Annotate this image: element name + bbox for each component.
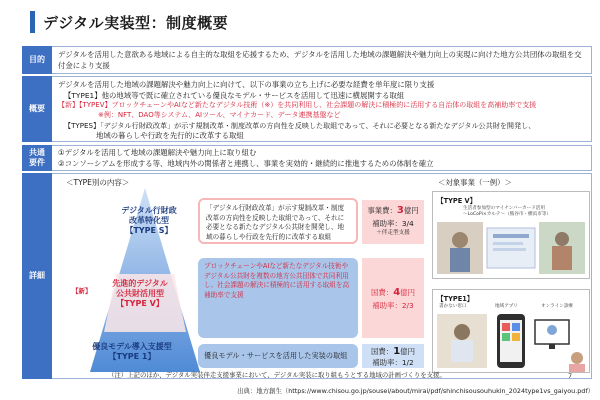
type-s-description: 「デジタル行財政改革」が示す規制改革・制度改革の方向性を反映した取組であって、それに必要となる新たなデジタル公共財を開発し、地域の暮らしや行政を先行的に改革する取組 xyxy=(198,198,358,244)
overview-line-6: 地域の暮らしや行政を先行的に改革する取組 xyxy=(96,130,244,140)
row-label-overview: 概要 xyxy=(22,76,52,142)
type-s-rate: 補助率：3/4 xyxy=(372,219,414,228)
example-v-photo-group xyxy=(437,222,587,276)
app-grid-1 xyxy=(502,323,510,331)
page-number: 7 xyxy=(568,372,573,380)
row-label-detail: 詳細 xyxy=(22,173,52,379)
slide xyxy=(8,4,592,382)
person-icon xyxy=(452,232,468,248)
patient-icon xyxy=(571,352,583,364)
common-text xyxy=(52,145,592,171)
type-1-rate: 補助率：1/2 xyxy=(372,357,414,367)
row-overview xyxy=(22,76,592,142)
overview-line-2: 【TYPE1】他の地域等で既に確立されている優良なモデル・サービスを活用して迅速に横展開する取組 xyxy=(64,90,405,100)
title-bar xyxy=(30,10,228,34)
new-tag: 【新】 xyxy=(72,287,92,295)
example-1-item-online: オンライン診療 xyxy=(541,304,574,309)
title-accent-bar xyxy=(30,11,35,33)
detail-body xyxy=(52,173,592,379)
example-1-item-counter: 書かない窓口 xyxy=(439,304,467,309)
detail-note: （注）上記のほか、デジタル実装伴走支援事業において、デジタル実装に取り組もうとする地域の計画づくりを支援。 xyxy=(108,371,446,379)
source-citation: 出典：地方創生（https://www.chisou.go.jp/sousei/about/mirai/pdf/shinchisousouhukin_2024type1vs_gaiyou.pdf） xyxy=(237,387,594,395)
type-v-cost xyxy=(362,285,424,300)
type-s-name: デジタル行財政 改革特化型 【TYPE S】 xyxy=(121,206,177,235)
type-1-cost-value: 1 xyxy=(393,345,401,357)
overview-line-1: デジタルを活用した地域の課題解決や魅力向上に向けて、以下の事業の立ち上げに必要な経費を単年度に限り支援 xyxy=(58,80,435,89)
row-detail xyxy=(22,173,592,379)
type-heading: ＜TYPE別の内容＞ xyxy=(66,178,130,187)
example-1-label: 【TYPE1】 xyxy=(437,295,474,303)
type-v-cost-label: 国費： xyxy=(371,287,394,297)
staff-icon xyxy=(454,324,470,340)
example-v-caption: 生活者参加型のマイナンバーカード活用 ～LoCoPi×カルテ～（熊谷市・横浜市等） xyxy=(463,206,552,217)
examples-title: ＜対象事業（一例）＞ xyxy=(438,178,512,187)
row-label-common-text: 共通 要件 xyxy=(29,148,45,167)
example-1-item-app: 地域アプリ xyxy=(495,304,518,309)
type-1-cost-label: 国費： xyxy=(371,346,394,356)
type-v-funding xyxy=(362,258,424,338)
type-s-cost-unit: 億円 xyxy=(403,206,419,215)
screen-lines xyxy=(493,234,529,238)
type-v-name: 先進的デジタル 公共財活用型 【TYPE V】 xyxy=(112,279,168,308)
purpose-text: デジタルを活用した意欲ある地域による自主的な取組を応援するため、デジタルを活用した地域の課題解決や魅力向上の実現に向けた地方公共団体の取組を交付金により支援 xyxy=(52,46,592,74)
overview-line-4: ※例：NFT、DAO等システム、AIツール、マイナカード、データ連携基盤など xyxy=(98,110,341,119)
overview-line-3: 【新】【TYPEV】ブロックチェーンやAIなど新たなデジタル技術（※）を共同利用し、社会課題の解決に積極的に活用する自治体の取組を高補助率で支援 xyxy=(58,101,537,110)
example-card-type-1 xyxy=(432,289,590,373)
type-v-cost-unit: 億円 xyxy=(400,287,415,297)
common-line-2: ②コンソーシアムを形成する等、地域内外の関係者と連携し、事業を実効的・継続的に推進するための体制を確立 xyxy=(58,158,434,168)
type-s-funding xyxy=(362,200,424,244)
row-common-requirements xyxy=(22,145,592,171)
type-s-cost-value: 3 xyxy=(396,205,404,216)
example-1-illustrations xyxy=(437,312,587,372)
page-title: デジタル実装型：制度概要 xyxy=(43,13,229,32)
row-label-purpose: 目的 xyxy=(22,46,52,74)
type-v-cost-value: 4 xyxy=(393,286,401,298)
common-line-1: ①デジタルを活用して地域の課題解決や魅力向上に取り組む xyxy=(58,148,257,157)
examples-panel xyxy=(432,177,590,373)
type-s-cost-label: 事業費： xyxy=(367,206,397,215)
row-label-common xyxy=(22,145,52,171)
type-1-cost xyxy=(362,345,424,358)
example-card-type-v xyxy=(432,191,590,279)
overview-line-5: 【TYPES】「デジタル行財政改革」が示す規制改革・制度改革の方向性を反映した取組であって、それに必要となる新たなデジタル公共財を開発し、 xyxy=(64,120,536,130)
person-icon-2 xyxy=(555,232,569,246)
row-purpose xyxy=(22,46,592,74)
type-s-sub: ＋伴走型支援 xyxy=(376,230,410,237)
doctor-icon xyxy=(547,325,557,335)
type-1-funding xyxy=(362,344,424,368)
type-v-rate: 補助率：2/3 xyxy=(372,300,414,310)
type-1-name: 優良モデル導入支援型 【TYPE 1】 xyxy=(92,342,172,361)
example-v-label: 【TYPE V】 xyxy=(437,197,477,205)
type-v-description: ブロックチェーンやAIなど新たなデジタル技術やデジタル公共財を複数の地方公共団体で共同利用し、社会課題の解決に積極的に活用する取組を高補助率で支援 xyxy=(198,258,358,338)
type-1-cost-unit: 億円 xyxy=(400,346,415,356)
type-1-description: 優良モデル・サービスを活用した実装の取組 xyxy=(198,344,358,368)
type-s-cost xyxy=(362,203,424,218)
overview-text xyxy=(52,76,592,142)
person-body xyxy=(450,248,470,272)
